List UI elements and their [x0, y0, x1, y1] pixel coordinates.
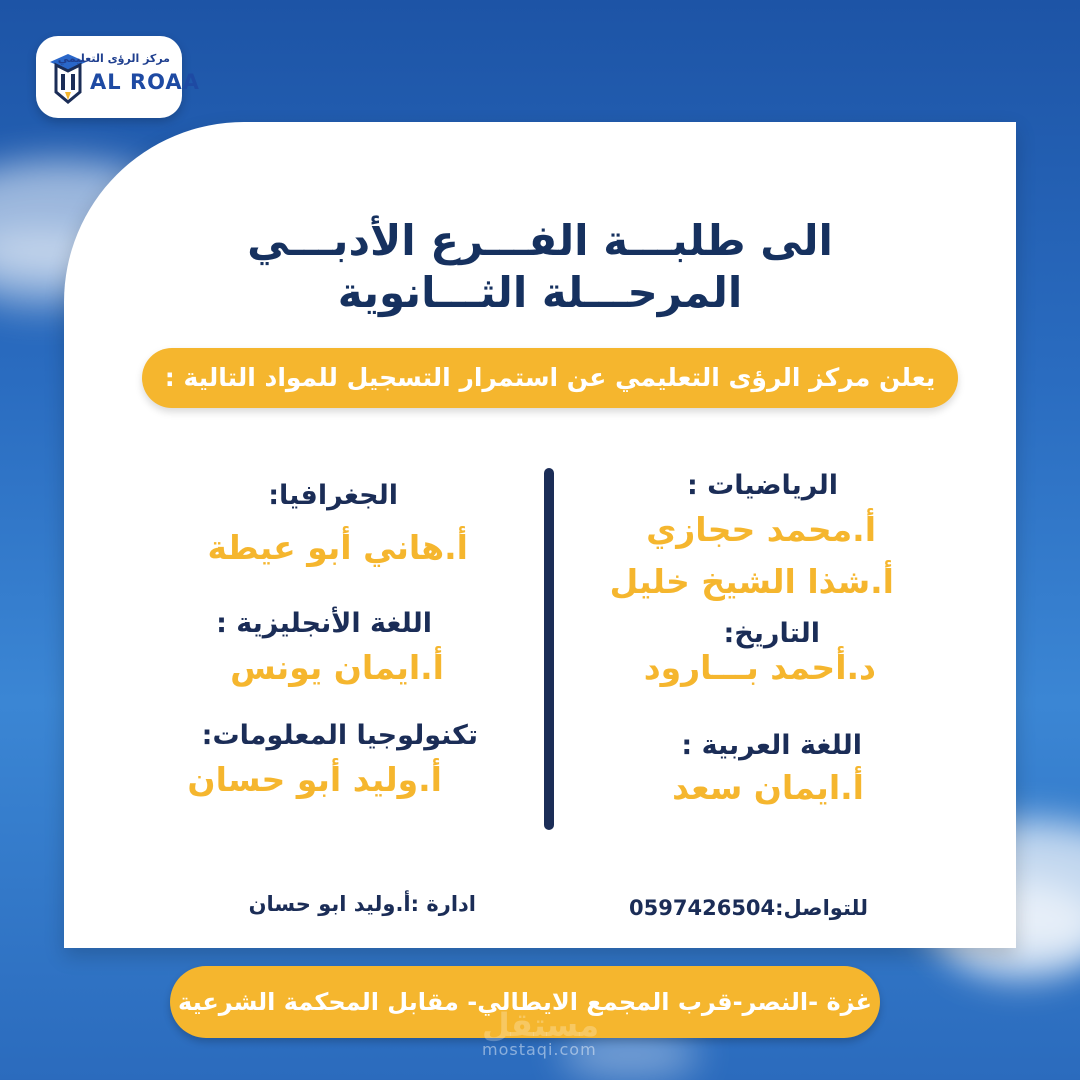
- logo-arabic-name: مركز الرؤى التعليمي: [57, 52, 170, 65]
- teacher-name: د.أحمد بـــارود: [643, 648, 876, 687]
- teacher-name: أ.هاني أبو عيطة: [207, 528, 468, 567]
- subject-history: التاريخ:: [723, 618, 820, 649]
- watermark-english: mostaqi.com: [482, 1040, 597, 1059]
- column-divider: [544, 468, 554, 830]
- teacher-name: أ.ايمان سعد: [672, 768, 864, 807]
- teacher-name: أ.شذا الشيخ خليل: [609, 562, 894, 601]
- address-banner: غزة -النصر-قرب المجمع الايطالي- مقابل المحكمة الشرعية: [170, 966, 880, 1038]
- announcement-banner: يعلن مركز الرؤى التعليمي عن استمرار التسجيل للمواد التالية :: [142, 348, 958, 408]
- subject-english: اللغة الأنجليزية :: [216, 608, 432, 639]
- teacher-name: أ.ايمان يونس: [230, 648, 444, 687]
- subject-math: الرياضيات :: [686, 470, 838, 501]
- management-credit: ادارة :أ.وليد ابو حسان: [248, 892, 476, 916]
- subject-arabic: اللغة العربية :: [681, 730, 862, 761]
- subject-it: تكنولوجيا المعلومات:: [201, 720, 478, 751]
- heading-line-2: المرحـــلة الثـــانوية: [337, 268, 743, 317]
- teacher-name: أ.وليد أبو حسان: [187, 760, 442, 799]
- logo-english-name: AL ROAA: [90, 70, 200, 94]
- teacher-name: أ.محمد حجازي: [646, 510, 876, 549]
- contact-phone: للتواصل:0597426504: [629, 896, 868, 920]
- subject-geography: الجغرافيا:: [268, 480, 398, 511]
- heading-line-1: الى طلبـــة الفـــرع الأدبـــي: [247, 216, 833, 265]
- center-logo: [36, 36, 200, 118]
- watermark-arabic: مستقل: [482, 1006, 600, 1044]
